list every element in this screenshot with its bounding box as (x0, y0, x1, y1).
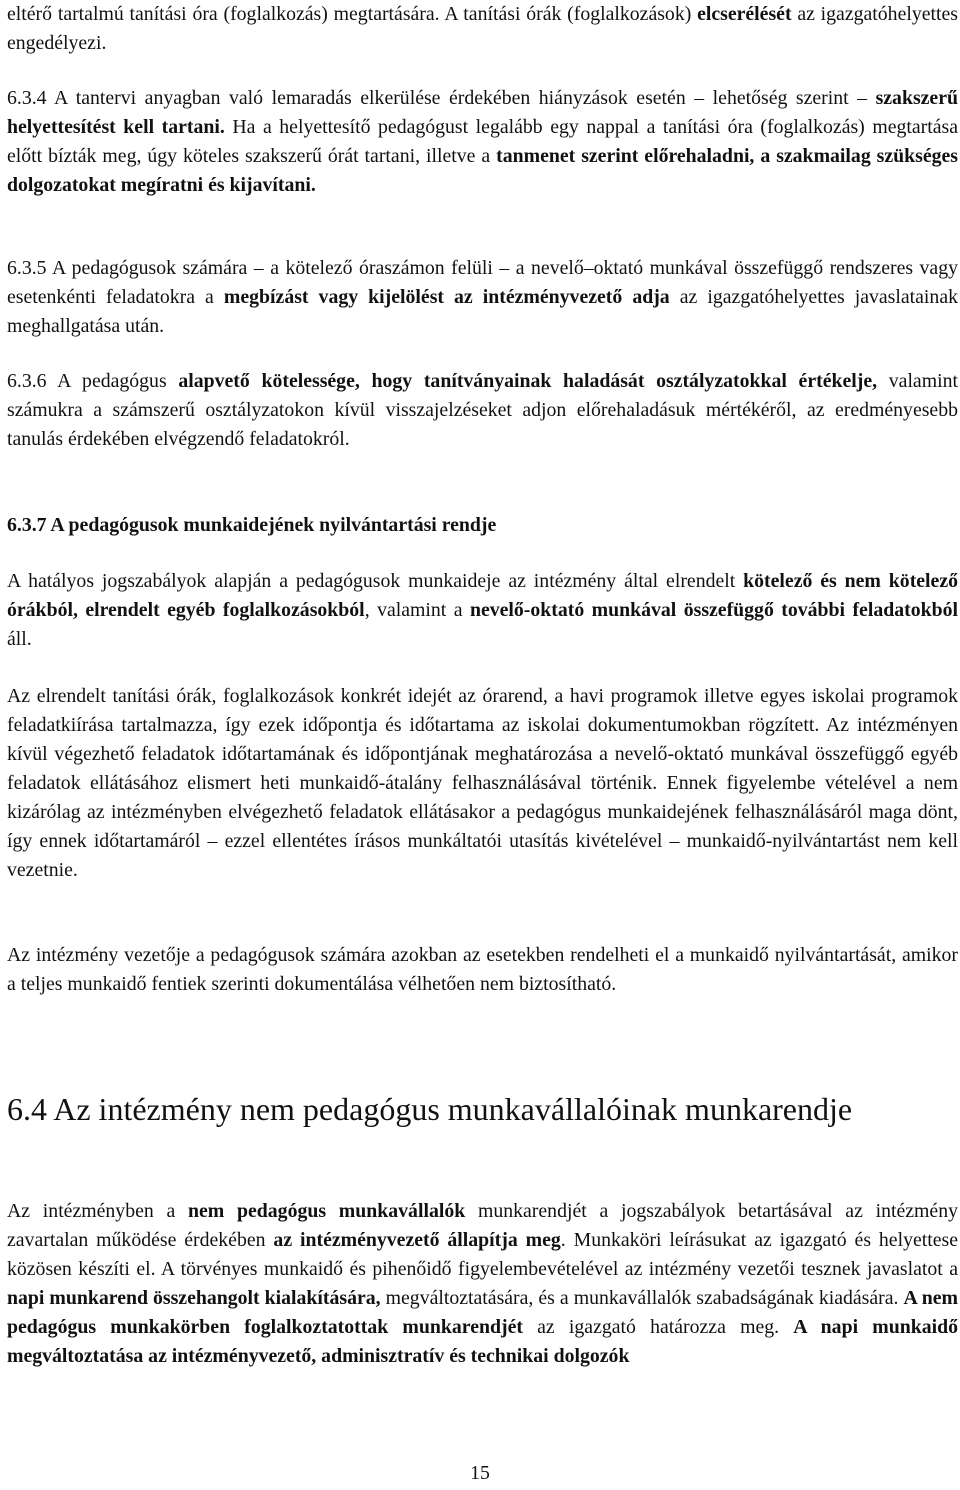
text: 6.3.5 A pedagógusok számára – a kötelező óraszámon felüli – a nevelő–oktató munkával összefüggő rendszeres vagy esetenkénti feladatokra a (7, 257, 958, 308)
text: . Munkaköri leírásukat az igazgató és helyettese közösen készíti el. A törvényes munkaidő és pihenőidő figyelembevételével az intézmény vezetői tesznek javaslatot a (7, 1229, 958, 1280)
bold-text: tanmenet szerint előrehaladni, a szakmailag szükséges dolgozatokat megíratni és kijavítani. (7, 145, 958, 196)
section-title-6-3-7 (7, 511, 496, 540)
paragraph-6-3-6 (7, 367, 958, 454)
text: 6.3.4 A tantervi anyagban való lemaradás elkerülése érdekében hiányzások esetén – lehetőség szerint – (7, 87, 876, 109)
paragraph-6-3-4 (7, 84, 958, 200)
bold-text: napi munkarend összehangolt kialakítására, (7, 1287, 381, 1309)
bold-text: megbízást vagy kijelölést az intézményvezető adja (223, 286, 670, 308)
text: Az intézményben a (7, 1200, 189, 1222)
text: az igazgatóhelyettes javaslatainak meghallgatása után. (7, 286, 958, 337)
bold-text: elcserélését (697, 3, 792, 25)
text: az igazgató határozza meg. (522, 1316, 794, 1338)
text: az igazgatóhelyettes engedélyezi. (7, 3, 958, 54)
paragraph-non-teaching-staff (7, 1197, 958, 1371)
text: Az elrendelt tanítási órák, foglalkozások konkrét idejét az órarend, a havi programok illetve egyes iskolai programok feladatkiírása tartalmazza, így ezek időpontja és időtartama az iskolai dokumentumokban rögzített. Az intézményen kívül végezhető feladatok időtartamának és időpontjának meghatározása a nevelő-oktató munkával összefüggő egyéb feladatok ellátásához elismert heti munkaidő-átalány felhasználásával történik. Ennek figyelembe vételével a nem kizárólag az intézményben elvégezhető feladatok ellátásakor a pedagógus munkaidejének felhasználásáról maga dönt, így ennek időtartamáról – ezzel ellentétes írásos munkáltatói utasítás kivételével – munkaidő-nyilvántartást nem kell vezetnie. (7, 685, 958, 881)
bold-text: nem pedagógus munkavállalók (188, 1200, 466, 1222)
bold-text: A nem pedagógus munkakörben foglalkoztatottak munkarendjét (7, 1287, 958, 1338)
paragraph-records (7, 941, 958, 999)
text: munkarendjét a jogszabályok betartásával az intézmény zavartalan működése érdekében (7, 1200, 958, 1251)
paragraph-working-hours (7, 567, 958, 654)
paragraph-continuation (7, 0, 958, 58)
text: megváltoztatására, és a munkavállalók szabadságának kiadására. (380, 1287, 904, 1309)
text: eltérő tartalmú tanítási óra (foglalkozás) megtartására. A tanítási órák (foglalkozások) (7, 3, 698, 25)
text: A hatályos jogszabályok alapján a pedagógusok munkaideje az intézmény által elrendelt (7, 570, 744, 592)
paragraph-ordered-lessons (7, 682, 958, 885)
bold-text: kötelező és nem kötelező órákból, elrendelt egyéb foglalkozásokból (7, 570, 959, 621)
text: valamint számukra a számszerű osztályzatokon kívül visszajelzéseket adjon előrehaladásuk mértékéről, az eredményesebb tanulás érdekében elvégzendő feladatokról. (7, 370, 958, 450)
bold-text: az intézményvezető állapítja meg (273, 1229, 561, 1251)
paragraph-6-3-5 (7, 254, 958, 341)
text: Az intézmény vezetője a pedagógusok számára azokban az esetekben rendelheti el a munkaidő nyilvántartását, amikor a teljes munkaidő fentiek szerinti dokumentálása vélhetően nem biztosítható. (7, 944, 958, 995)
page-number: 15 (470, 1462, 490, 1484)
bold-text: szakszerű helyettesítést kell tartani. (7, 87, 958, 138)
bold-text: A napi munkaidő megváltoztatása az intézményvezető, adminisztratív és technikai dolgozók (7, 1316, 959, 1367)
text: , valamint a (364, 599, 470, 621)
text: 6.3.6 A pedagógus (7, 370, 179, 392)
text: Ha a helyettesítő pedagógust legalább egy nappal a tanítási óra (foglalkozás) megtartása előtt bízták meg, úgy köteles szakszerű órát tartani, illetve a (7, 116, 958, 167)
bold-text: alapvető kötelessége, hogy tanítványainak haladását osztályzatokkal értékelje, (178, 370, 878, 392)
bold-text: nevelő-oktató munkával összefüggő további feladatokból (469, 599, 958, 621)
bold-text: 6.3.7 A pedagógusok munkaidejének nyilvántartási rendje (7, 514, 497, 536)
section-heading-6-4: 6.4 Az intézmény nem pedagógus munkavállalóinak munkarendje (7, 1091, 853, 1127)
text: áll. (7, 628, 32, 650)
